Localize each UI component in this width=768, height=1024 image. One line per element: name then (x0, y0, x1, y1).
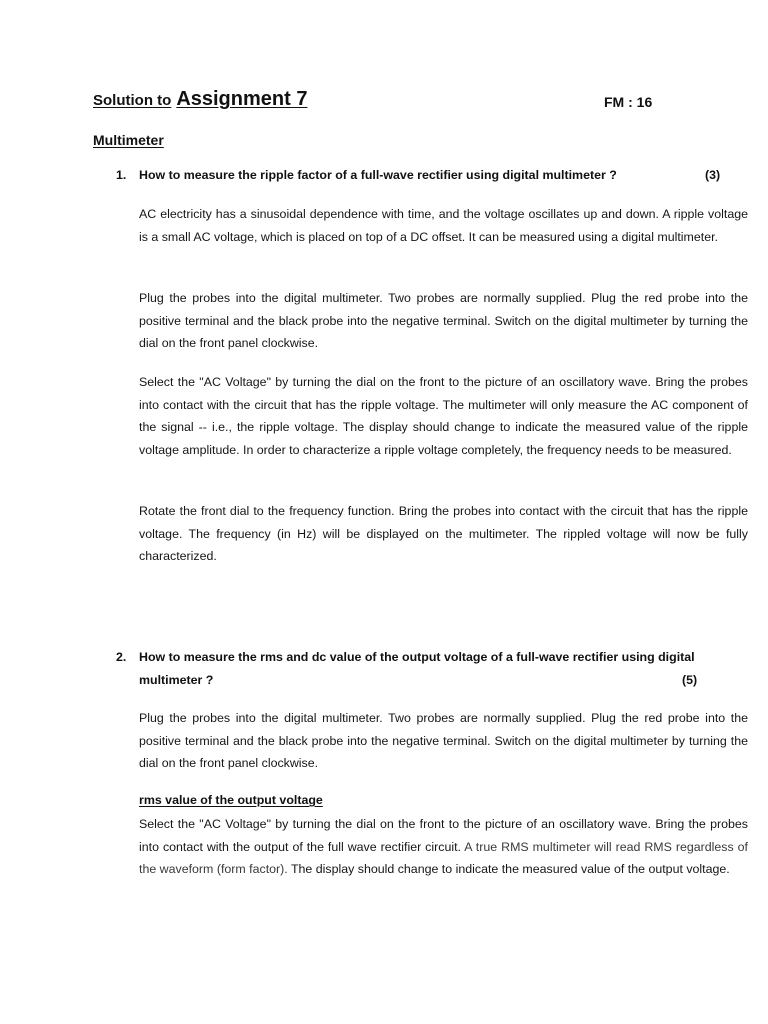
rms-paragraph-b: A true RMS multimeter will read RMS regardless of the waveform (form factor). (139, 839, 748, 877)
rms-subheading: rms value of the output voltage (139, 793, 323, 807)
question-2-marks: (5) (682, 672, 698, 687)
q1-paragraph-2: Plug the probes into the digital multimeter. Two probes are normally supplied. Plug the red probe into the positive terminal and the black probe into the negative terminal. Switch on the digital multimeter by turning the dial on the front panel clockwise. (139, 291, 748, 351)
q1-paragraph-1: AC electricity has a sinusoidal dependence with time, and the voltage oscillates up and down. A ripple voltage is a small AC voltage, which is placed on top of a DC offset. It can be measured using a digital multimeter. (139, 207, 748, 244)
q1-paragraph-3: Select the "AC Voltage" by turning the dial on the front to the picture of an oscillatory wave. Bring the probes into contact with the circuit that has the ripple voltage. The multimeter will only measure the AC component of the signal -- i.e., the ripple voltage. The display should change to indicate the measured value of the ripple voltage amplitude. In order to characterize a ripple voltage completely, the frequency needs to be measured. (139, 375, 748, 457)
question-1-text: How to measure the ripple factor of a full-wave rectifier using digital multimeter ? (139, 168, 617, 182)
question-1-marks: (3) (705, 168, 721, 182)
full-marks: FM : 16 (604, 94, 653, 110)
question-1-number: 1. (116, 168, 127, 182)
question-2-number: 2. (116, 650, 127, 664)
title-main: Assignment 7 (176, 88, 308, 110)
question-2-text: How to measure the rms and dc value of the output voltage of a full-wave rectifier using digital multimeter ? (139, 650, 695, 687)
title-prefix: Solution to (93, 92, 172, 109)
rms-paragraph-c: The display should change to indicate the measured value of the output voltage. (290, 862, 730, 877)
rms-paragraph (139, 813, 748, 881)
title-row (93, 88, 693, 116)
page-title (93, 88, 307, 111)
q1-paragraph-4: Rotate the front dial to the frequency function. Bring the probes into contact with the circuit that has the ripple voltage. The frequency (in Hz) will be displayed on the multimeter. The rippled voltage will now be fully characterized. (139, 504, 748, 564)
q2-paragraph-1: Plug the probes into the digital multimeter. Two probes are normally supplied. Plug the red probe into the positive terminal and the black probe into the negative terminal. Switch on the digital multimeter by turning the dial on the front panel clockwise. (139, 711, 748, 771)
section-heading: Multimeter (93, 132, 164, 148)
rms-paragraph-a: Select the "AC Voltage" by turning the dial on the front to the picture of an oscillatory wave. Bring the probes into contact with the output of the full wave rectifier circuit. (139, 817, 748, 854)
